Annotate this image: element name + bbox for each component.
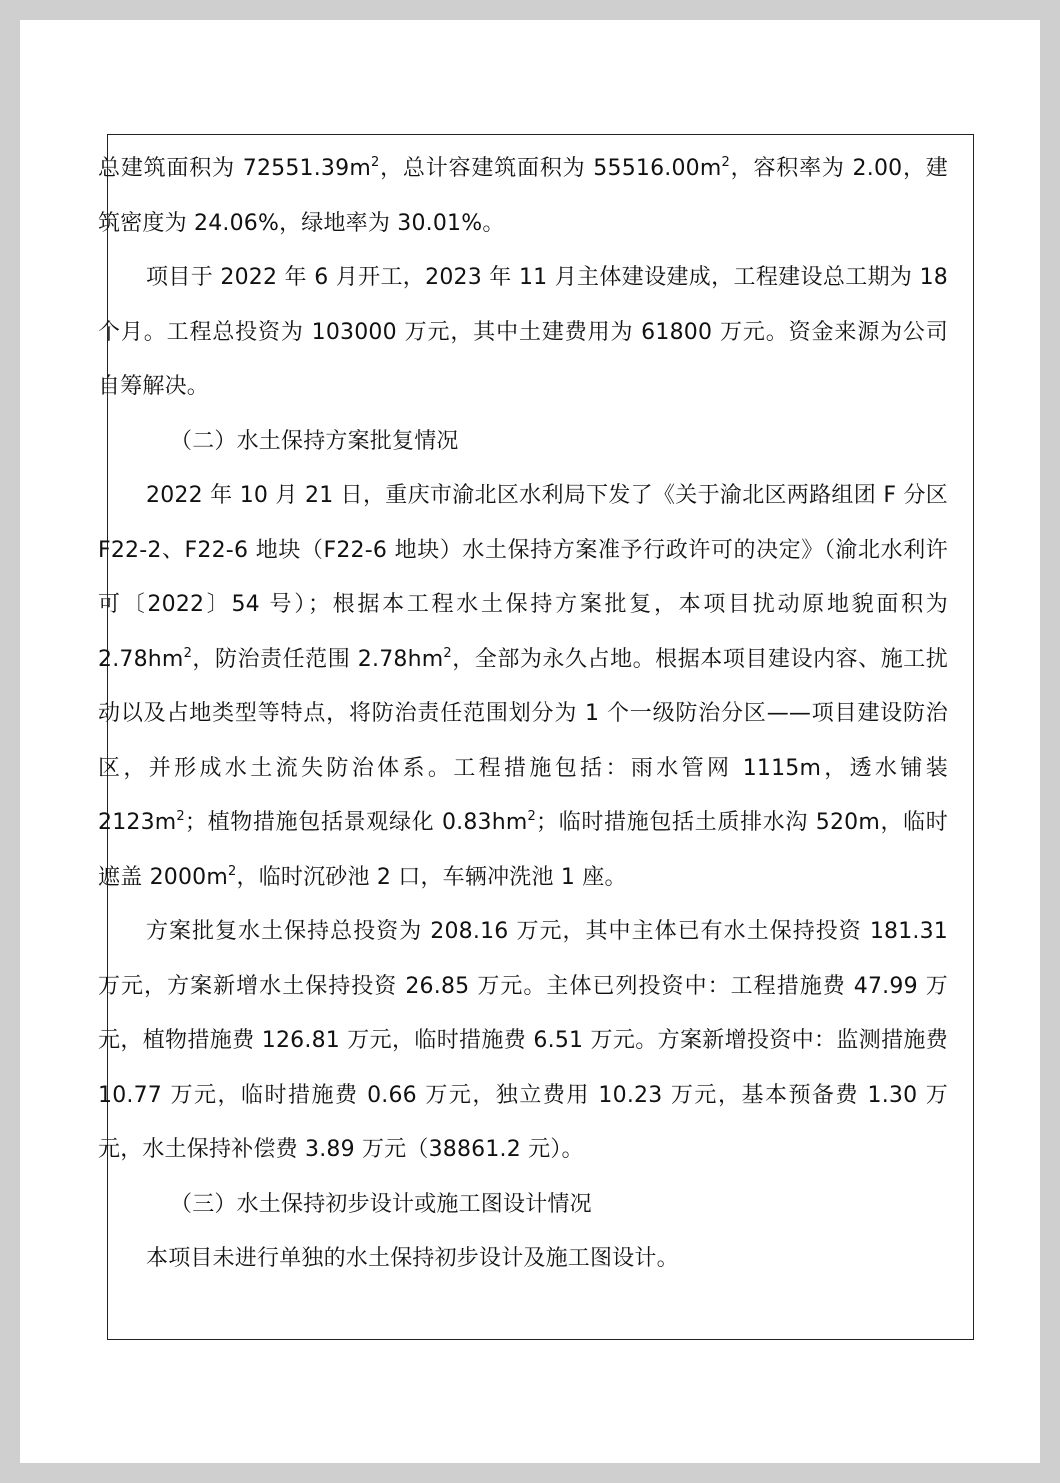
section-heading-approval: （二）水土保持方案批复情况 [170,428,459,454]
paragraph-approval-details: 2022 年 10 月 21 日，重庆市渝北区水利局下发了《关于渝北区两路组团 F 分区 F22-2、F22-6 地块（F22-6 地块）水土保持方案准予行政许可的决定》（渝北水利许可〔2022〕54 号）；根据本工程水土保持方案批复，本项目扰动原地貌面积为 $2.78hm^2$，防治责任范围 $2.78hm^2$，全部为永久占地。根据本项目建设内容、施工扰动以及占地类型等特点，将防治责任范围划分为 1 个一级防治分区——项目建设防治区，并形成水土流失防治体系。工程措施包括：雨水管网 1115m，透水铺装 $2123m^2$；植物措施包括景观绿化 $0.83hm^2$；临时措施包括土质排水沟 520m，临时遮盖 $2000m^2$，临时沉砂池 2 口，车辆冲洗池 1 座。 [98,483,949,890]
paragraph-investment-breakdown: 方案批复水土保持总投资为 208.16 万元，其中主体已有水土保持投资 181.31 万元，方案新增水土保持投资 26.85 万元。主体已列投资中：工程措施费 47.99 万元，植物措施费 126.81 万元，临时措施费 6.51 万元。方案新增投资中：监测措施费 10.77 万元，临时措施费 0.66 万元，独立费用 10.23 万元，基本预备费 1.30 万元，水土保持补偿费 3.89 万元（38861.2 元）。 [98,919,948,1162]
paragraph-design-status: 本项目未进行单独的水土保持初步设计及施工图设计。 [146,1246,679,1271]
paragraph-schedule-investment: 项目于 2022 年 6 月开工，2023 年 11 月主体建设建成，工程建设总工期为 18 个月。工程总投资为 103000 万元，其中土建费用为 61800 万元。资金来源为公司自筹解决。 [98,265,948,399]
section-heading-design: （三）水土保持初步设计或施工图设计情况 [170,1191,592,1217]
document-content [98,142,948,1287]
paragraph-building-area: 总建筑面积为 $72551.39m^2$，总计容建筑面积为 $55516.00m^2$，容积率为 2.00，建筑密度为 24.06%，绿地率为 30.01%。 [98,155,948,236]
